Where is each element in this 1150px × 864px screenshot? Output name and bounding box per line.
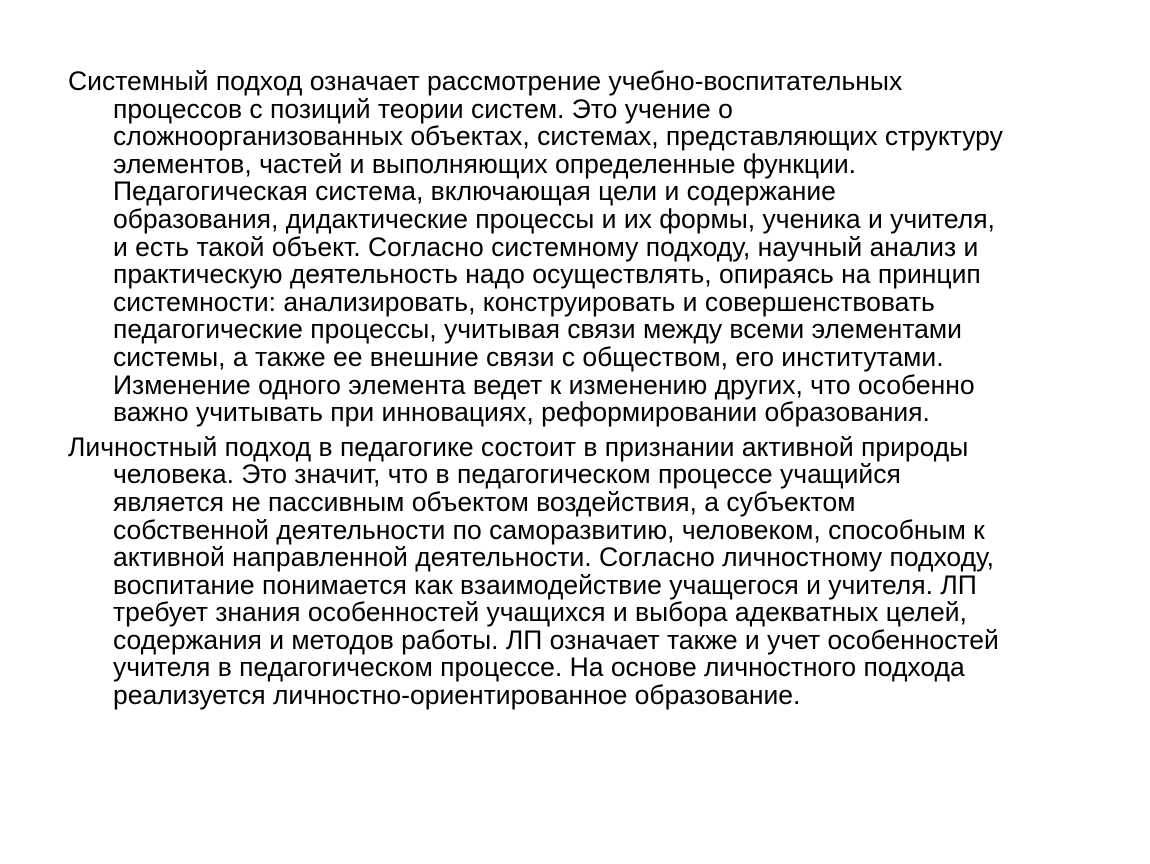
text-line: человека. Это значит, что в педагогическом процессе учащийся bbox=[113, 459, 901, 490]
text-line: реализуется личностно-ориентированное образование. bbox=[113, 680, 801, 711]
text-line: требует знания особенностей учащихся и выбора адекватных целей, bbox=[113, 597, 967, 628]
text-block bbox=[68, 68, 1108, 710]
text-line: Изменение одного элемента ведет к изменению других, что особенно bbox=[113, 369, 975, 400]
text-line: содержания и методов работы. ЛП означает также и учет особенностей bbox=[113, 624, 999, 655]
text-line: Педагогическая система, включающая цели и содержание bbox=[113, 176, 836, 207]
text-line: практическую деятельность надо осуществлять, опираясь на принцип bbox=[113, 259, 981, 290]
text-line: активной направленной деятельности. Согласно личностному подходу, bbox=[113, 542, 995, 573]
text-line: является не пассивным объектом воздействия, а субъектом bbox=[113, 486, 856, 517]
text-line: элементов, частей и выполняющих определенные функции. bbox=[113, 148, 857, 179]
text-line: образования, дидактические процессы и их формы, ученика и учителя, bbox=[113, 203, 995, 234]
text-line: и есть такой объект. Согласно системному подходу, научный анализ и bbox=[113, 231, 979, 262]
text-line: учителя в педагогическом процессе. На основе личностного подхода bbox=[113, 652, 965, 683]
text-line: Личностный подход в педагогике состоит в признании активной природы bbox=[68, 431, 969, 462]
text-line: сложноорганизованных объектах, системах, представляющих структуру bbox=[113, 121, 1003, 152]
text-line: системности: анализировать, конструировать и совершенствовать bbox=[113, 286, 935, 317]
text-line: системы, а также ее внешние связи с обществом, его институтами. bbox=[113, 341, 944, 372]
paragraph-systemic-approach bbox=[68, 68, 1108, 427]
text-line: педагогические процессы, учитывая связи между всеми элементами bbox=[113, 314, 962, 345]
text-line: Системный подход означает рассмотрение учебно-воспитательных bbox=[68, 66, 903, 96]
text-line: процессов с позиций теории систем. Это учение о bbox=[113, 93, 733, 124]
paragraph-personal-approach bbox=[68, 431, 1108, 711]
text-line: важно учитывать при инновациях, реформировании образования. bbox=[113, 397, 930, 428]
text-line: собственной деятельности по саморазвитию, человеком, способным к bbox=[113, 514, 985, 545]
text-line: воспитание понимается как взаимодействие учащегося и учителя. ЛП bbox=[113, 569, 977, 600]
